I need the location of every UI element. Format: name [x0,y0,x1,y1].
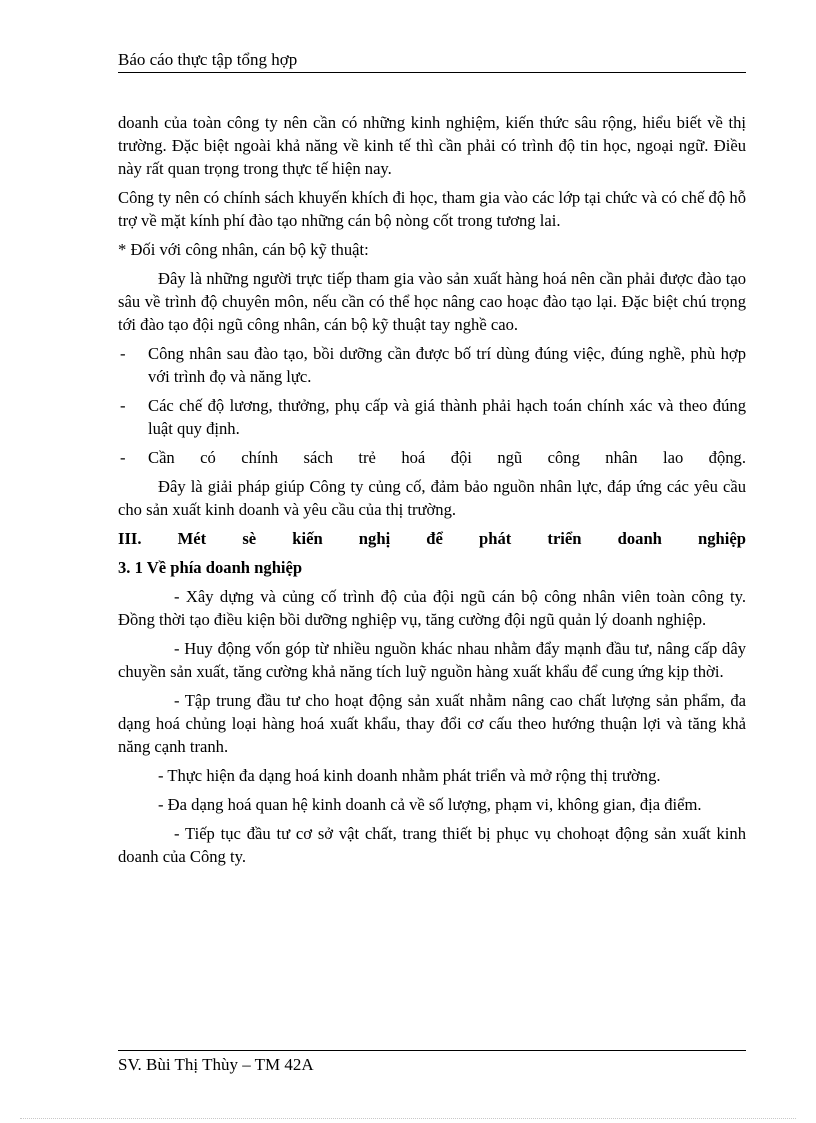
list-item: - Thực hiện đa dạng hoá kinh doanh nhằm phát triển và mở rộng thị trường. [158,766,661,785]
paragraph-3: * Đối với công nhân, cán bộ kỹ thuật: [118,240,369,259]
list-item: - Đa dạng hoá quan hệ kinh doanh cả về số lượng, phạm vi, không gian, địa điểm. [158,795,702,814]
bullet-dash: - [120,396,126,415]
paragraph-2: Công ty nên có chính sách khuyến khích đi học, tham gia vào các lớp tại chức và có chế độ hỗ trợ về mặt kính phí đào tạo những cán bộ nòng cốt trong tương lai. [118,188,746,230]
bullet-text: Công nhân sau đào tạo, bồi dưỡng cần được bố trí dùng đúng việc, đúng nghề, phù hợp với trình đọ và năng lực. [148,344,746,386]
list-item: - Xây dựng và củng cố trình độ của đội ngũ cán bộ công nhân viên toàn công ty. Đồng thời tạo điều kiện bồi dưỡng nghiệp vụ, tăng cường đội ngũ quản lý doanh nghiệp. [118,587,746,629]
paragraph-4: Đây là những người trực tiếp tham gia vào sản xuất hàng hoá nên cần phải được đào tạo sâu về trình độ chuyên môn, nếu cần có thể học nâng cao hoạc đào tạo lại. Đặc biệt chú trọng tới đào tạo đội ngũ công nhân, cán bộ kỹ thuật tay nghề cao. [118,269,746,334]
list-item: - Tập trung đầu tư cho hoạt động sản xuất nhằm nâng cao chất lượng sản phẩm, đa dạng hoá chủng loại hàng hoá xuất khẩu, thay đổi cơ cấu theo hướng thuận lợi và tăng khả năng cạnh tranh. [118,691,746,756]
bullet-item [118,446,746,469]
bullet-dash: - [120,448,126,467]
paragraph-5: Đây là giải pháp giúp Công ty củng cố, đảm bảo nguồn nhân lực, đáp ứng các yêu cầu cho sản xuất kinh doanh và yêu cầu của thị trường. [118,477,746,519]
page-footer-author: SV. Bùi Thị Thùy – TM 42A [118,1055,314,1074]
section-heading: III. Mét sè kiến nghị để phát triển doanh nghiệp [118,529,746,548]
footer-rule [118,1050,746,1051]
bullet-text: Các chế độ lương, thưởng, phụ cấp và giá thành phải hạch toán chính xác và theo đúng luật quy định. [148,396,746,438]
list-item: - Huy động vốn góp từ nhiều nguồn khác nhau nhằm đẩy mạnh đầu tư, nâng cấp dây chuyền sản xuất, tăng cường khả năng tích luỹ nguồn hàng xuất khẩu để cung ứng kịp thời. [118,639,746,681]
document-page [118,0,746,1123]
page-header-title: Báo cáo thực tập tổng hợp [118,50,298,69]
list-item: - Tiếp tục đầu tư cơ sở vật chất, trang thiết bị phục vụ chohoạt động sản xuất kinh doanh của Công ty. [118,824,746,866]
paragraph-1: doanh của toàn công ty nên cần có những kinh nghiệm, kiến thức sâu rộng, hiểu biết về thị trường. Đặc biệt ngoài khả năng về kinh tế thì cần phải có trình độ tin học, ngoại ngữ. Điều này rất quan trọng trong thực tế hiện nay. [118,113,746,178]
subsection-heading: 3. 1 Về phía doanh nghiệp [118,558,303,577]
document-body [118,111,746,874]
bullet-item [118,342,746,388]
bullet-dash: - [120,344,126,363]
page-bottom-divider [20,1118,796,1119]
header-rule [118,72,746,73]
bullet-text: Cần có chính sách trẻ hoá đội ngũ công nhân lao động. [148,448,746,467]
bullet-item [118,394,746,440]
